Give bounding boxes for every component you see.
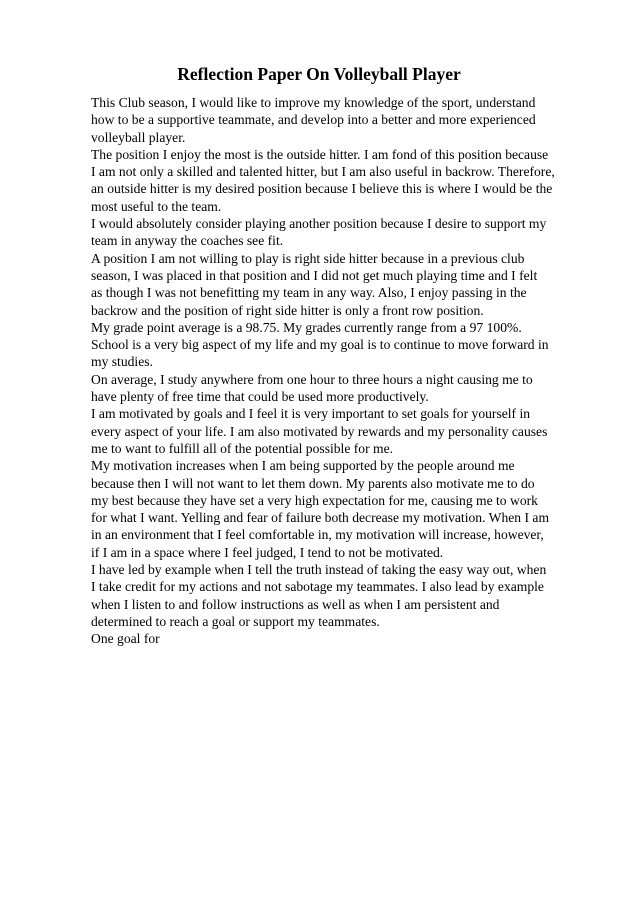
- body-line: if I am in a space where I feel judged, I tend to not be motivated.: [91, 544, 444, 560]
- body-line: season, I was placed in that position and I did not get much playing time and I felt: [91, 267, 538, 283]
- body-line: how to be a supportive teammate, and develop into a better and more experienced: [91, 112, 536, 128]
- body-line: My motivation increases when I am being supported by the people around me: [91, 458, 515, 474]
- body-line: I take credit for my actions and not sabotage my teammates. I also lead by example: [91, 579, 544, 595]
- body-line: most useful to the team.: [91, 198, 222, 214]
- body-line: I am motivated by goals and I feel it is very important to set goals for yourself in: [91, 406, 531, 422]
- body-line: an outside hitter is my desired position because I believe this is where I would be the: [91, 181, 553, 197]
- body-line: me to want to fulfill all of the potential possible for me.: [91, 440, 394, 456]
- body-line: determined to reach a goal or support my teammates.: [91, 613, 380, 629]
- body-line: team in anyway the coaches see fit.: [91, 233, 284, 249]
- body-line: backrow and the position of right side hitter is only a front row position.: [91, 302, 484, 318]
- body-line: because then I will not want to let them down. My parents also motivate me to do: [91, 475, 535, 491]
- body-line: volleyball player.: [91, 129, 186, 145]
- body-line: This Club season, I would like to improve my knowledge of the sport, understand: [91, 95, 536, 110]
- body-line: as though I was not benefitting my team in any way. Also, I enjoy passing in the: [91, 285, 527, 301]
- body-line: I would absolutely consider playing another position because I desire to support my: [91, 216, 547, 232]
- body-line: every aspect of your life. I am also motivated by rewards and my personality causes: [91, 423, 548, 439]
- body-line: A position I am not willing to play is right side hitter because in a previous club: [91, 250, 525, 266]
- document-title: Reflection Paper On Volleyball Player: [177, 64, 461, 84]
- body-line: for what I want. Yelling and fear of failure both decrease my motivation. When I am: [91, 510, 550, 526]
- body-line: in an environment that I feel comfortable in, my motivation will increase, however,: [91, 527, 544, 543]
- body-line: I am not only a skilled and talented hitter, but I am also useful in backrow. Therefore,: [91, 164, 555, 180]
- body-line: On average, I study anywhere from one hour to three hours a night causing me to: [91, 371, 533, 387]
- document-body: [91, 94, 591, 648]
- body-line: when I listen to and follow instructions as well as when I am persistent and: [91, 596, 500, 612]
- body-line: my best because they have set a very high expectation for me, causing me to work: [91, 492, 538, 508]
- body-line: My grade point average is a 98.75. My grades currently range from a 97 100%.: [91, 319, 522, 335]
- body-line: my studies.: [91, 354, 153, 370]
- body-line: I have led by example when I tell the truth instead of taking the easy way out, when: [91, 562, 547, 578]
- body-line: School is a very big aspect of my life and my goal is to continue to move forward in: [91, 337, 549, 353]
- body-line: The position I enjoy the most is the outside hitter. I am fond of this position because: [91, 146, 549, 162]
- body-line: have plenty of free time that could be used more productively.: [91, 389, 429, 405]
- body-line: One goal for: [91, 631, 160, 647]
